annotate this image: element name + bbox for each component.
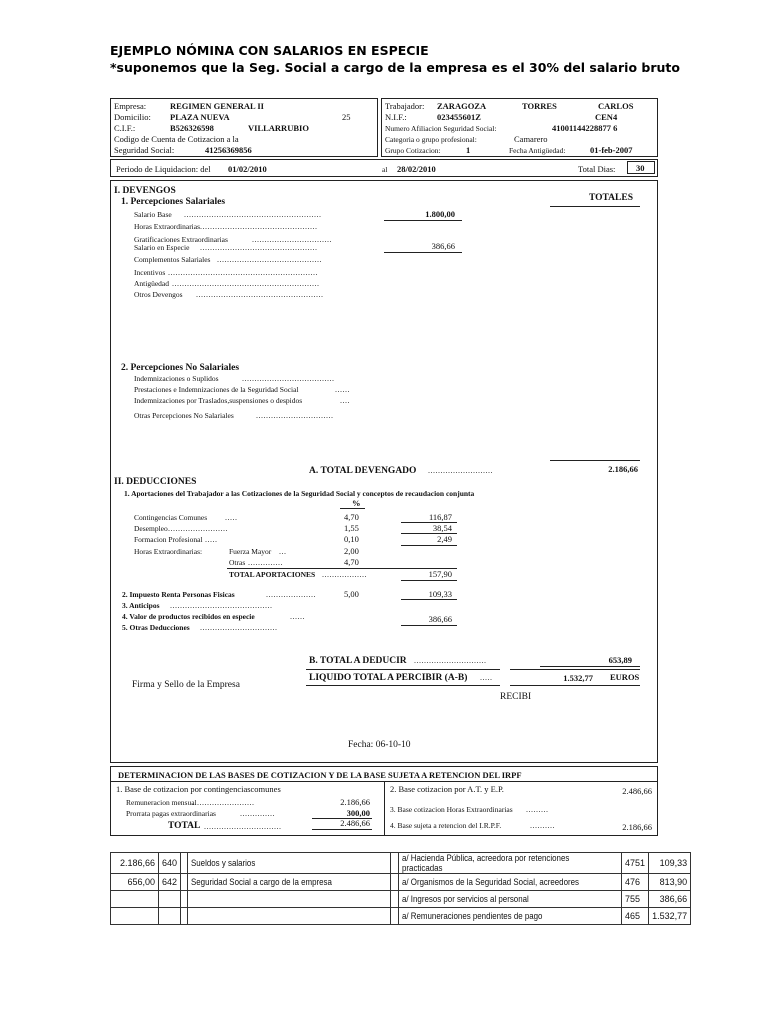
dot-leader: ...................................................	[196, 290, 324, 299]
ledger-spacer	[391, 891, 399, 908]
dot-leader: .....................................	[242, 374, 335, 383]
codigo-cuenta-value: 41256369856	[205, 145, 252, 155]
irpf-value: 109,33	[428, 589, 452, 599]
prorrata-value: 300,00	[346, 808, 370, 818]
trabajador-label: Trabajador:	[385, 101, 425, 111]
aportacion-label: Formacion Profesional	[134, 535, 203, 544]
salario-especie-value: 386,66	[431, 241, 455, 251]
credit-concept: a/ Organismos de la Seguridad Social, acreedores	[402, 877, 580, 887]
aportacion-label: Desempleo	[134, 524, 168, 533]
credit-amount: 386,66	[649, 891, 691, 908]
deducciones-title: II. DEDUCCIONES	[114, 477, 197, 487]
debit-amount	[111, 908, 159, 925]
debit-concept-cell	[188, 874, 391, 891]
especie-underline	[401, 625, 457, 626]
debit-concept: Sueldos y salarios	[191, 858, 256, 868]
debit-account	[159, 891, 181, 908]
aportacion-value: 38,54	[432, 523, 452, 533]
debit-account: 642	[159, 874, 181, 891]
categoria-label: Categoria o grupo profesional:	[385, 135, 477, 144]
no-salariales-item-label: Prestaciones e Indemnizaciones de la Seguridad Social	[134, 385, 299, 394]
salario-base-value: 1.800,00	[425, 209, 455, 219]
firma-label: Firma y Sello de la Empresa	[132, 680, 240, 690]
liquido-value: 1.532,77	[563, 673, 593, 683]
aportacion-sub-label: Otras	[229, 558, 246, 567]
salariales-item-label: Complementos Salariales	[134, 255, 211, 264]
dot-leader: ...............................................	[200, 243, 318, 252]
empresa-value: REGIMEN GENERAL II	[170, 101, 264, 111]
totales-header: TOTALES	[589, 193, 634, 203]
dot-leader: ..........................	[428, 466, 493, 475]
liquido-label: LIQUIDO TOTAL A PERCIBIR (A-B)	[309, 673, 468, 683]
liquido-underline	[306, 685, 500, 686]
aportacion-underline	[401, 545, 457, 546]
dot-leader: .....	[480, 673, 493, 682]
bases-title: DETERMINACION DE LAS BASES DE COTIZACION Y DE LA BASE SUJETA A RETENCION DEL IRPF	[118, 770, 522, 780]
debit-concept: Seguridad Social a cargo de la empresa	[191, 877, 332, 887]
ledger-spacer	[391, 908, 399, 925]
base2-value: 2.486,66	[622, 786, 652, 796]
aportacion-pct: 1,55	[344, 523, 359, 533]
credit-concept-cell	[399, 891, 622, 908]
trabajador-apellido1: ZARAGOZA	[437, 101, 487, 111]
credit-concept-cell	[399, 853, 622, 874]
total-deducir-label: B. TOTAL A DEDUCIR	[309, 656, 407, 666]
total-aportaciones-label: TOTAL APORTACIONES	[229, 570, 316, 579]
no-salariales-item-label: Otras Percepciones No Salariales	[134, 411, 234, 420]
ledger-spacer	[391, 853, 399, 874]
periodo-label: Periodo de Liquidacion: del	[116, 164, 211, 174]
ledger-row	[111, 908, 691, 925]
dot-leader: ..............	[248, 558, 283, 567]
total-deducir-value: 653,89	[608, 655, 632, 665]
total-aportaciones-value: 157,90	[428, 569, 452, 579]
aportacion-pct: 4,70	[344, 557, 359, 567]
antiguedad-label: Fecha Antigüedad:	[509, 146, 566, 155]
bases-column-divider	[384, 781, 385, 836]
dot-leader: ....................	[266, 590, 316, 599]
dot-leader: ...............................	[256, 411, 334, 420]
ledger-spacer	[391, 874, 399, 891]
base2-label: 2. Base cotizacion por A.T. y E.P.	[390, 784, 504, 794]
credit-account: 465	[622, 908, 649, 925]
total-dias-label: Total Dias:	[578, 164, 616, 174]
dot-leader: .....	[205, 535, 218, 544]
codigo-cuenta-label: Codigo de Cuenta de Cotizacion a la	[114, 134, 239, 144]
dot-leader: ......	[290, 612, 305, 621]
salariales-item-label: Salario en Especie	[134, 243, 190, 252]
grupo-value: 1	[466, 145, 471, 155]
dot-leader: ...	[279, 547, 287, 556]
cif-value: B526326598	[170, 123, 214, 133]
page-title: EJEMPLO NÓMINA CON SALARIOS EN ESPECIE	[110, 43, 429, 58]
credit-account: 4751	[622, 853, 649, 874]
bases-total-underline	[312, 829, 372, 830]
dot-leader: .........................	[192, 798, 255, 807]
no-salariales-title: 2. Percepciones No Salariales	[121, 363, 240, 373]
liquido-overline	[306, 669, 500, 670]
salariales-item-label: Antigüedad	[134, 279, 169, 288]
total-devengado-value: 2.186,66	[608, 464, 638, 474]
credit-concept-cell	[399, 874, 622, 891]
credit-concept: a/ Hacienda Pública, acreedora por retenciones practicadas	[402, 853, 570, 873]
base4-value: 2.186,66	[622, 822, 652, 832]
total-aportaciones-underline	[401, 580, 457, 581]
credit-concept-cell	[399, 908, 622, 925]
periodo-hasta: 28/02/2010	[397, 164, 436, 174]
cif-label: C.I.F.:	[114, 123, 136, 133]
credit-amount: 1.532,77	[649, 908, 691, 925]
dot-leader: .............................	[414, 656, 487, 665]
ledger-spacer	[181, 891, 188, 908]
aportacion-pct: 0,10	[344, 534, 359, 544]
dot-leader: .......................................................	[184, 210, 322, 219]
aportacion-value: 2,49	[437, 534, 452, 544]
credit-amount: 109,33	[649, 853, 691, 874]
pct-header: %	[352, 498, 361, 508]
no-salariales-item-label: Indemnizaciones por Traslados,suspensiones o despidos	[134, 396, 303, 405]
nif-extra: CEN4	[595, 112, 618, 122]
categoria-value: Camarero	[514, 134, 548, 144]
aportacion-pct: 4,70	[344, 512, 359, 522]
otras-deducciones-label: 5. Otras Deducciones	[122, 623, 190, 632]
dot-leader: ........................	[168, 524, 228, 533]
dot-leader: .....	[225, 513, 238, 522]
base3-label: 3. Base cotizacion Horas Extraordinarias	[390, 805, 513, 814]
bases-total-value: 2.486,66	[340, 818, 370, 828]
debit-amount: 656,00	[111, 874, 159, 891]
salario-base-underline	[384, 220, 462, 221]
liquido-overline-right	[510, 669, 640, 670]
dot-leader: ...............................................	[200, 222, 318, 231]
afiliacion-label: Numero Afiliacion Seguridad Social:	[385, 124, 497, 133]
domicilio-label: Domicilio:	[114, 112, 151, 122]
irpf-label: 2. Impuesto Renta Personas Fisicas	[122, 590, 235, 599]
salariales-item-label: Salario Base	[134, 210, 172, 219]
aportacion-value: 116,87	[428, 512, 452, 522]
salariales-title: 1. Percepciones Salariales	[121, 197, 226, 207]
grupo-label: Grupo Cotizacion:	[385, 146, 441, 155]
salariales-item-label: Otros Devengos	[134, 290, 183, 299]
ledger-spacer	[181, 874, 188, 891]
ledger-spacer	[181, 853, 188, 874]
empresa-label: Empresa:	[114, 101, 147, 111]
base4-label: 4. Base sujeta a retencion del I.R.P.F.	[390, 821, 502, 830]
credit-concept: a/ Remuneraciones pendientes de pago	[402, 911, 543, 921]
no-salariales-item-label: Indemnizaciones o Suplidos	[134, 374, 219, 383]
dot-leader: ...........................................................	[172, 279, 320, 288]
page-subtitle: *suponemos que la Seg. Social a cargo de la empresa es el 30% del salario bruto	[110, 60, 680, 75]
remuneracion-label: Remuneracion mensual	[126, 798, 197, 807]
aportaciones-title: 1. Aportaciones del Trabajador a las Cotizaciones de la Seguridad Social y conceptos de recaudacion conjunta	[124, 489, 475, 498]
dot-leader: ................................	[252, 235, 332, 244]
dot-leader: .........................................	[170, 601, 273, 610]
credit-account: 755	[622, 891, 649, 908]
salario-especie-underline	[384, 252, 462, 253]
dot-leader: ...............................	[200, 623, 278, 632]
salariales-item-label: Gratificaciones Extraordinarias	[134, 235, 228, 244]
irpf-underline	[401, 599, 457, 600]
credit-account: 476	[622, 874, 649, 891]
debit-concept-cell	[188, 908, 391, 925]
fecha-label: Fecha: 06-10-10	[348, 740, 411, 750]
base1-label: 1. Base de cotizacion por contingenciascomunes	[116, 784, 281, 794]
prorrata-label: Prorrata pagas extraordinarias	[126, 809, 216, 818]
ledger-table	[110, 852, 691, 925]
ledger-spacer	[181, 908, 188, 925]
debit-amount	[111, 891, 159, 908]
especie-value: 386,66	[428, 614, 452, 624]
domicilio-value: PLAZA NUEVA	[170, 112, 230, 122]
dot-leader: ...............................	[204, 822, 282, 831]
irpf-pct: 5,00	[344, 589, 359, 599]
seguridad-social-label: Seguridad Social:	[114, 145, 175, 155]
aportacion-label: Horas Extraordinarias:	[134, 547, 203, 556]
domicilio-number: 25	[342, 112, 351, 122]
city-value: VILLARRUBIO	[248, 123, 309, 133]
periodo-desde: 01/02/2010	[228, 164, 267, 174]
recibi-label: RECIBI	[500, 692, 532, 702]
ledger-row	[111, 874, 691, 891]
debit-account: 640	[159, 853, 181, 874]
total-devengado-label: A. TOTAL DEVENGADO	[309, 466, 417, 476]
antiguedad-value: 01-feb-2007	[590, 145, 633, 155]
salariales-item-label: Incentivos	[134, 268, 166, 277]
aportacion-sub-label: Fuerza Mayor	[229, 547, 272, 556]
devengos-title: I. DEVENGOS	[114, 186, 176, 196]
aportacion-pct: 2,00	[344, 546, 359, 556]
debit-amount: 2.186,66	[111, 853, 159, 874]
credit-concept: a/ Ingresos por servicios al personal	[402, 894, 529, 904]
ledger-row	[111, 853, 691, 874]
dot-leader: ..........	[530, 821, 555, 830]
remuneracion-value: 2.186,66	[340, 797, 370, 807]
dot-leader: ....	[340, 396, 350, 405]
aportacion-label: Contingencias Comunes	[134, 513, 208, 522]
dot-leader: .........	[526, 805, 549, 814]
afiliacion-value: 41001144228877 6	[552, 123, 618, 133]
total-deducir-line	[540, 666, 640, 667]
bases-total-label: TOTAL	[168, 821, 201, 831]
pct-underline	[340, 508, 365, 509]
ledger-row	[111, 891, 691, 908]
debit-account	[159, 908, 181, 925]
nif-label: N.I.F.:	[385, 112, 407, 122]
debit-concept-cell	[188, 891, 391, 908]
credit-amount: 813,90	[649, 874, 691, 891]
dot-leader: ..................	[322, 570, 367, 579]
dot-leader: ..............	[240, 809, 275, 818]
euros-label: EUROS	[610, 672, 640, 682]
periodo-al-label: al	[382, 165, 388, 174]
trabajador-apellido2: TORRES	[522, 101, 557, 111]
dot-leader: ..........................................	[217, 255, 322, 264]
nif-value: 023455601Z	[437, 112, 481, 122]
anticipos-label: 3. Anticipos	[122, 601, 160, 610]
totales-underline	[550, 206, 640, 207]
total-devengado-overline	[550, 460, 640, 461]
especie-label: 4. Valor de productos recibidos en especie	[122, 612, 255, 621]
liquido-underline-right	[510, 685, 640, 686]
dot-leader: ......	[335, 385, 350, 394]
total-dias-value: 30	[636, 163, 645, 173]
trabajador-nombre: CARLOS	[598, 101, 634, 111]
salariales-item-label: Horas Extraordinarias	[134, 222, 201, 231]
debit-concept-cell	[188, 853, 391, 874]
dot-leader: ............................................................	[168, 268, 318, 277]
